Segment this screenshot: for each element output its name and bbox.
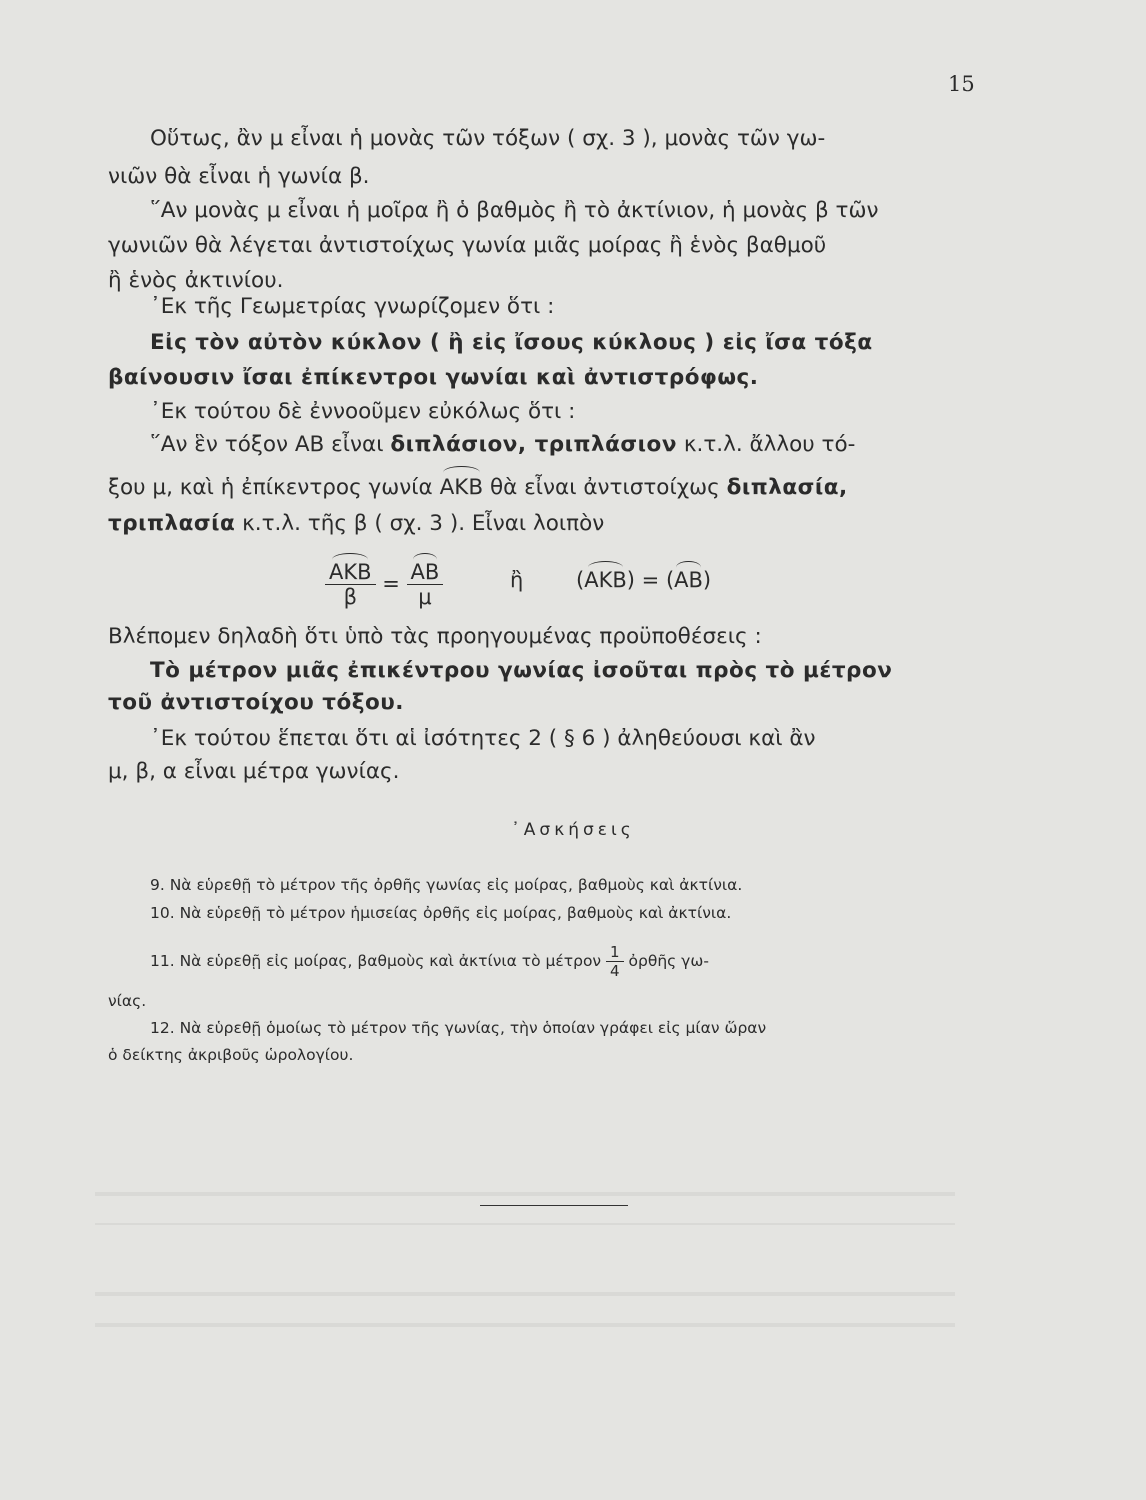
text-span: ὀρθῆς γω- <box>628 952 709 970</box>
fraction-akb-beta <box>325 560 376 609</box>
theorem-line: Τὸ μέτρον μιᾶς ἐπικέντρου γωνίας ἰσοῦται πρὸς τὸ μέτρον <box>150 658 893 683</box>
theorem-line: βαίνουσιν ἴσαι ἐπίκεντροι γωνίαι καὶ ἀντιστρόφως. <box>108 365 759 390</box>
formula-or: ἢ <box>510 568 524 592</box>
text-line: ῞Αν μονὰς μ εἶναι ἡ μοῖρα ἢ ὁ βαθμὸς ἢ τὸ ἀκτίνιον, ἡ μονὰς β τῶν <box>150 198 879 223</box>
theorem-line: Εἰς τὸν αὐτὸν κύκλον ( ἢ εἰς ἴσους κύκλους ) εἰς ἴσα τόξα <box>150 330 873 355</box>
bleed-through <box>95 1265 955 1335</box>
exercise-10: 10. Νὰ εὑρεθῇ τὸ μέτρον ἡμισείας ὀρθῆς εἰς μοίρας, βαθμοὺς καὶ ἀκτίνια. <box>150 904 732 922</box>
text-line: ᾿Εκ τῆς Γεωμετρίας γνωρίζομεν ὅτι : <box>150 294 555 319</box>
fraction-denominator: β <box>343 585 357 609</box>
arc-ab: ΑΒ <box>674 568 703 592</box>
paren: ) <box>702 568 712 592</box>
text-line: ᾿Εκ τούτου ἕπεται ὅτι αἱ ἰσότητες 2 ( § 6 ) ἀληθεύουσι καὶ ἂν <box>150 726 816 751</box>
text-line: μ, β, α εἶναι μέτρα γωνίας. <box>108 759 400 784</box>
bold-span: διπλάσιον, τριπλάσιον <box>390 432 677 457</box>
formula-parenthesized <box>576 568 711 592</box>
text-line <box>108 473 981 503</box>
text-span: κ.τ.λ. τῆς β ( σχ. 3 ). Εἶναι λοιπὸν <box>242 511 605 536</box>
text-span: κ.τ.λ. ἄλλου τό- <box>683 432 856 457</box>
text-span: θὰ εἶναι ἀντιστοίχως <box>489 475 720 500</box>
angle-akb: ΑΚΒ <box>440 473 484 503</box>
exercise-11-cont: νίας. <box>108 992 147 1010</box>
end-rule <box>480 1205 628 1206</box>
exercises-heading: ᾿Ασκήσεις <box>511 820 635 840</box>
text-line: νιῶν θὰ εἶναι ἡ γωνία β. <box>108 164 370 189</box>
text-span: 11. Νὰ εὑρεθῇ εἰς μοίρας, βαθμοὺς καὶ ἀκτίνια τὸ μέτρον <box>150 952 602 970</box>
fraction-denominator: 4 <box>610 962 620 980</box>
paren: ( <box>665 568 675 592</box>
theorem-line: τοῦ ἀντιστοίχου τόξου. <box>108 690 404 715</box>
text-line <box>150 430 981 460</box>
fraction-one-quarter <box>606 943 624 980</box>
paren: ) <box>626 568 635 592</box>
text-line <box>108 509 981 539</box>
exercise-11 <box>150 943 981 980</box>
text-line: γωνιῶν θὰ λέγεται ἀντιστοίχως γωνία μιᾶς μοίρας ἢ ἑνὸς βαθμοῦ <box>108 233 827 258</box>
text-line: ᾿Εκ τούτου δὲ ἐννοοῦμεν εὐκόλως ὅτι : <box>150 399 576 424</box>
equals-sign: = <box>641 568 660 592</box>
paren: ( <box>576 568 585 592</box>
fraction-numerator: 1 <box>606 943 624 962</box>
fraction-ab-mu <box>407 560 444 609</box>
angle-akb: ΑΚΒ <box>329 560 372 584</box>
angle-akb: ΑΚΒ <box>584 568 627 592</box>
text-line: ἢ ἑνὸς ἀκτινίου. <box>108 268 284 293</box>
exercise-12: 12. Νὰ εὑρεθῇ ὁμοίως τὸ μέτρον τῆς γωνίας, τὴν ὁποίαν γράφει εἰς μίαν ὥραν <box>150 1019 767 1037</box>
text-span: ξου μ, καὶ ἡ ἐπίκεντρος γωνία <box>108 475 433 500</box>
bold-span: τριπλασία <box>108 511 236 536</box>
text-line: Οὕτως, ἂν μ εἶναι ἡ μονὰς τῶν τόξων ( σχ. 3 ), μονὰς τῶν γω- <box>150 126 826 151</box>
text-line: Βλέπομεν δηλαδὴ ὅτι ὑπὸ τὰς προηγουμένας προϋποθέσεις : <box>108 624 762 649</box>
bold-span: διπλασία, <box>726 475 848 500</box>
formula <box>325 560 443 609</box>
bleed-through <box>95 1165 955 1225</box>
exercise-12-cont: ὁ δείκτης ἀκριβοῦς ὡρολογίου. <box>108 1046 354 1064</box>
arc-ab: ΑΒ <box>410 560 440 584</box>
equals-sign: = <box>382 571 400 596</box>
page-number: 15 <box>948 72 975 96</box>
fraction-denominator: μ <box>418 585 432 609</box>
text-span: ῞Αν ἓν τόξον ΑΒ εἶναι <box>150 432 384 457</box>
exercise-9: 9. Νὰ εὑρεθῇ τὸ μέτρον τῆς ὀρθῆς γωνίας εἰς μοίρας, βαθμοὺς καὶ ἀκτίνια. <box>150 876 743 894</box>
